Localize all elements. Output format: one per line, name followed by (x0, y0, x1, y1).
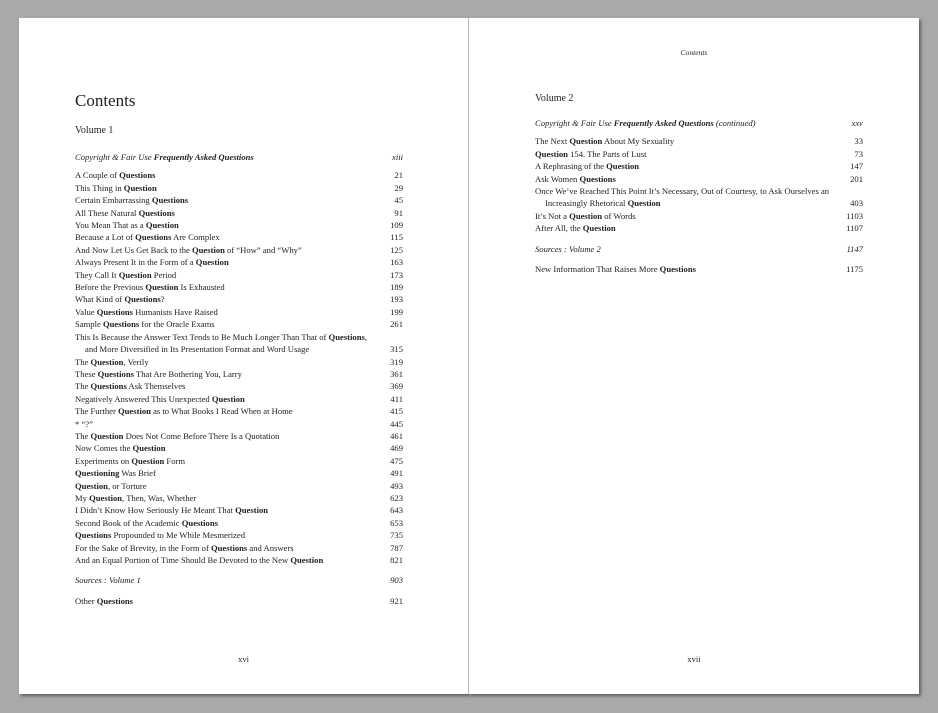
toc-page-number: 735 (390, 530, 403, 541)
toc-title-segment: Questioning (75, 468, 120, 479)
toc-title-segment: Question (582, 223, 616, 234)
toc-page-number: 445 (390, 418, 403, 429)
toc-page-number: 369 (390, 381, 403, 392)
toc-list (75, 151, 403, 607)
toc-title-segment: Question (90, 430, 124, 441)
toc-title-segment: And an Equal Portion of Time Should Be Devoted to the New (75, 555, 291, 565)
toc-title-segment: My (75, 492, 90, 503)
toc-page-number: 461 (390, 430, 403, 441)
toc-title-segment: About My Sexuality (602, 136, 675, 147)
toc-entry-title (75, 467, 390, 479)
toc-title-segment: Question (211, 393, 245, 404)
toc-title-segment: You Mean That as a (75, 220, 146, 231)
toc-entry (535, 185, 863, 210)
toc-title-segment: , Verily (123, 356, 149, 367)
right-page (469, 18, 919, 694)
toc-entry-title (535, 185, 850, 210)
toc-section-entry (75, 151, 403, 163)
toc-page-number: 921 (390, 595, 403, 606)
toc-entry-title (75, 318, 390, 330)
toc-title-segment: A Rephrasing of the (535, 161, 607, 172)
toc-entry-title (75, 269, 390, 281)
toc-title-segment: Questions (579, 173, 616, 184)
toc-title-segment: Questions (124, 294, 161, 305)
toc-entry (75, 595, 403, 607)
toc-entry (75, 554, 403, 566)
toc-page-number: 33 (854, 136, 863, 147)
toc-page-number: 163 (390, 257, 403, 268)
toc-entry (75, 492, 403, 504)
toc-title-segment: The Further (75, 406, 118, 417)
toc-entry (75, 244, 403, 256)
toc-entry-title (75, 219, 390, 231)
toc-page-number: 623 (390, 492, 403, 503)
toc-title-segment: Question (118, 269, 152, 280)
toc-entry (75, 455, 403, 467)
toc-title-segment: They Call It (75, 269, 119, 280)
toc-page-number: 493 (390, 480, 403, 491)
toc-title-segment: Frequently Asked Questions (153, 152, 254, 162)
toc-page-number: 261 (390, 319, 403, 330)
toc-entry-title (75, 331, 390, 356)
toc-title-segment: Once We’ve Reached This Point It’s Necessary, Out of Courtesy, to Ask Ourselves an Increasingly Rhetorical (535, 186, 830, 209)
toc-title-segment: as to What Books I Read When at Home (150, 406, 293, 417)
toc-page-number: xxv (851, 118, 863, 128)
toc-title-segment: and Answers (247, 542, 294, 553)
toc-title-segment: Question (117, 406, 151, 417)
toc-title-segment: Question (123, 182, 157, 193)
toc-page-number: 415 (390, 406, 403, 417)
toc-title-segment: 154. The Parts of Lust (567, 148, 647, 159)
toc-title-segment: Ask Themselves (126, 381, 186, 392)
toc-title-segment: Question (191, 244, 225, 255)
toc-title-segment: The (75, 381, 91, 392)
toc-page-number: 21 (394, 170, 403, 181)
toc-title-segment: Sources : Volume 2 (535, 243, 601, 254)
toc-entry (75, 306, 403, 318)
toc-title-segment: Now Comes the (75, 443, 133, 454)
toc-entry-title (75, 151, 392, 163)
page-number: xvi (238, 654, 249, 664)
toc-title-segment: Questions (135, 232, 172, 243)
toc-page-number: 315 (390, 344, 403, 355)
toc-entry (75, 380, 403, 392)
toc-title-segment: Question (627, 198, 661, 209)
toc-title-segment: Questions (328, 331, 365, 342)
toc-title-segment: The (75, 430, 91, 441)
toc-title-segment: Value (75, 306, 97, 317)
toc-entry (75, 231, 403, 243)
toc-title-segment: Ask Women (535, 173, 580, 184)
toc-title-segment: Questions (90, 381, 127, 392)
page-number: xvii (687, 654, 701, 664)
toc-title-segment: Negatively Answered This Unexpected (75, 393, 212, 404)
toc-page-number: 1147 (846, 243, 863, 254)
toc-page-number: 91 (394, 207, 403, 218)
toc-title-segment: Questions (97, 368, 134, 379)
toc-title-segment: Other (75, 595, 97, 606)
toc-entry-title (535, 173, 850, 185)
toc-entry (535, 160, 863, 172)
toc-title-segment: These (75, 368, 98, 379)
toc-title-segment: A Couple of (75, 170, 120, 181)
toc-page-number: 403 (850, 198, 863, 209)
toc-title-segment: Questions (96, 595, 134, 606)
toc-title-segment: for the Oracle Exams (139, 319, 215, 330)
toc-title-segment: Frequently Asked Questions (613, 118, 714, 128)
toc-page-number: 491 (390, 468, 403, 479)
toc-title-segment: Questions (138, 207, 175, 218)
toc-section-entry (75, 574, 403, 586)
toc-title-segment: Question (90, 356, 124, 367)
toc-entry-title (75, 293, 390, 305)
toc-section-entry (535, 117, 863, 129)
toc-entry (75, 368, 403, 380)
toc-entry-title (75, 504, 390, 516)
volume-heading: Volume 1 (75, 125, 114, 136)
toc-page-number: 653 (390, 517, 403, 528)
toc-entry-title (75, 430, 390, 442)
toc-entry-title (75, 356, 390, 368)
toc-title-segment: Sources : Volume 1 (75, 575, 141, 586)
toc-title-segment: Questions (75, 530, 112, 541)
toc-entry (75, 467, 403, 479)
toc-entry (75, 504, 403, 516)
toc-entry-title (535, 148, 854, 160)
toc-entry (75, 430, 403, 442)
toc-title-segment: Question (569, 136, 603, 147)
toc-title-segment: ? (160, 294, 165, 305)
toc-entry-title (535, 210, 846, 222)
toc-title-segment: Question (131, 455, 165, 466)
toc-title-segment: Is Exhausted (178, 282, 225, 293)
toc-title-segment: Was Brief (119, 468, 156, 479)
toc-page-number: 319 (390, 356, 403, 367)
toc-page-number: 1175 (846, 264, 863, 275)
toc-title-segment: , and More Diversified in Its Presentation Format and Word Usage (85, 331, 367, 355)
toc-entry (75, 542, 403, 554)
toc-entry-title (535, 263, 846, 275)
toc-title-segment: Questions (102, 319, 140, 330)
toc-title-segment: Are Complex (171, 232, 220, 243)
toc-page-number: 201 (850, 173, 863, 184)
toc-title-segment: The (75, 356, 91, 367)
toc-entry (75, 517, 403, 529)
toc-entry (535, 173, 863, 185)
toc-title-segment: Form (164, 455, 186, 466)
toc-entry-title (535, 135, 854, 147)
toc-entry (535, 148, 863, 160)
toc-title-segment: It’s Not a (535, 210, 570, 221)
volume-heading: Volume 2 (535, 93, 574, 104)
toc-page-number: 469 (390, 443, 403, 454)
toc-entry-title (75, 194, 394, 206)
toc-title-segment: (continued) (713, 118, 756, 128)
toc-entry (75, 356, 403, 368)
toc-entry-title (75, 442, 390, 454)
toc-entry-title (75, 306, 390, 318)
toc-title-segment: Question (569, 210, 603, 221)
toc-title-segment: Questions (151, 195, 189, 206)
toc-page-number: 643 (390, 505, 403, 516)
toc-entry (535, 222, 863, 234)
toc-title-segment: Questions (210, 542, 248, 553)
toc-entry (75, 219, 403, 231)
toc-entry-title (75, 595, 390, 607)
toc-title-segment: Question (145, 220, 179, 231)
toc-page-number: 193 (390, 294, 403, 305)
toc-page-number: 1107 (846, 223, 863, 234)
toc-title-segment: Propounded to Me While Mesmerized (111, 530, 246, 541)
toc-entry (75, 293, 403, 305)
toc-title-segment: All These Natural (75, 207, 139, 218)
toc-page-number: 475 (390, 455, 403, 466)
toc-page-number: 821 (390, 555, 403, 565)
toc-list (535, 117, 863, 275)
toc-title-segment: And Now Let Us Get Back to the (75, 244, 192, 255)
toc-title-segment: New Information That Raises More (535, 264, 660, 275)
toc-entry-title (75, 517, 390, 529)
toc-title-segment: Because a Lot of (75, 232, 136, 243)
toc-entry-title (75, 256, 390, 268)
toc-entry (75, 194, 403, 206)
toc-entry-title (535, 243, 846, 255)
toc-title-segment: What Kind of (75, 294, 125, 305)
toc-page-number: 787 (390, 542, 403, 553)
toc-entry-title (75, 368, 390, 380)
toc-entry (75, 405, 403, 417)
toc-title-segment: That Are Bothering You, Larry (133, 368, 242, 379)
toc-entry (535, 135, 863, 147)
toc-entry (75, 281, 403, 293)
toc-page-number: 73 (854, 148, 863, 159)
toc-page-number: 173 (390, 269, 403, 280)
toc-title-segment: This Thing in (75, 182, 124, 193)
toc-title-segment: Second Book of the Academic (75, 517, 182, 528)
toc-entry (75, 269, 403, 281)
toc-entry-title (75, 554, 390, 566)
toc-title-segment: Period (151, 269, 177, 280)
toc-entry-title (75, 207, 394, 219)
toc-entry-title (75, 480, 390, 492)
toc-title-segment: After All, the (535, 223, 583, 234)
toc-entry-title (75, 281, 390, 293)
toc-title-segment: Certain Embarrassing (75, 195, 152, 206)
toc-title-segment: of Words (602, 210, 636, 221)
toc-page-number: 115 (390, 232, 403, 243)
toc-title-segment: , Then, Was, Whether (122, 492, 197, 503)
toc-entry-title (75, 169, 394, 181)
toc-page-number: 411 (390, 393, 403, 404)
toc-page-number: xiii (392, 152, 403, 162)
toc-entry-title (75, 393, 390, 405)
toc-title-segment: Does Not Come Before There Is a Quotation (123, 430, 280, 441)
toc-entry-title (75, 405, 390, 417)
toc-page-number: 45 (394, 195, 403, 206)
toc-title-segment: Questions (119, 170, 156, 181)
toc-title-segment: The Next (535, 136, 570, 147)
toc-title-segment: I Didn’t Know How Seriously He Meant That (75, 505, 236, 516)
toc-entry-title (75, 244, 390, 256)
toc-title-segment: Copyright & Fair Use (75, 152, 154, 162)
toc-entry-title (75, 574, 390, 586)
toc-title-segment: Question (235, 505, 269, 516)
toc-title-segment: Before the Previous (75, 282, 146, 293)
toc-title-segment: Question (535, 148, 568, 159)
toc-entry-title (75, 182, 394, 194)
toc-entry-title (75, 492, 390, 504)
toc-entry-title (535, 160, 850, 172)
toc-entry-title (75, 231, 390, 243)
toc-title-segment: Sample (75, 319, 103, 330)
toc-title-segment: Always Present It in the Form of a (75, 257, 196, 268)
toc-page-number: 125 (390, 244, 403, 255)
toc-entry-title (75, 542, 390, 554)
toc-page-number: 903 (390, 575, 403, 586)
toc-title-segment: Experiments on (75, 455, 132, 466)
toc-entry (75, 256, 403, 268)
left-page (19, 18, 468, 694)
page-title: Contents (75, 91, 136, 110)
toc-page-number: 109 (390, 220, 403, 231)
toc-page-number: 199 (390, 306, 403, 317)
toc-entry (75, 169, 403, 181)
toc-entry-title (75, 455, 390, 467)
toc-title-segment: of “How” and “Why” (224, 244, 302, 255)
toc-title-segment: Questions (96, 306, 134, 317)
toc-title-segment: This Is Because the Answer Text Tends to Be Much Longer Than That of (75, 331, 329, 342)
toc-entry-title (75, 418, 390, 430)
toc-section-entry (535, 243, 863, 255)
toc-entry-title (535, 117, 852, 129)
toc-title-segment: Questions (181, 517, 218, 528)
toc-entry (75, 442, 403, 454)
toc-title-segment: Copyright & Fair Use (535, 118, 614, 128)
toc-title-segment: * “?” (75, 418, 93, 429)
toc-entry (75, 393, 403, 405)
toc-page-number: 147 (850, 161, 863, 172)
toc-entry-title (535, 222, 846, 234)
toc-entry (535, 263, 863, 275)
toc-entry-title (75, 380, 390, 392)
toc-title-segment: Question (145, 282, 179, 293)
toc-title-segment: , or Torture (107, 480, 147, 491)
toc-title-segment: Humanists Have Raised (133, 306, 218, 317)
toc-entry (75, 529, 403, 541)
toc-title-segment: Question (195, 257, 229, 268)
toc-entry (75, 207, 403, 219)
toc-entry-title (75, 529, 390, 541)
toc-page-number: 1103 (846, 210, 863, 221)
toc-title-segment: Questions (659, 264, 696, 275)
toc-page-number: 361 (390, 368, 403, 379)
toc-title-segment: Question (290, 555, 324, 565)
toc-title-segment: Question (606, 161, 640, 172)
toc-page-number: 189 (390, 282, 403, 293)
toc-title-segment: Question (89, 492, 123, 503)
toc-entry (75, 318, 403, 330)
running-head: Contents (680, 48, 708, 57)
toc-title-segment: For the Sake of Brevity, in the Form of (75, 542, 211, 553)
toc-page-number: 29 (394, 182, 403, 193)
toc-entry (535, 210, 863, 222)
toc-entry (75, 182, 403, 194)
toc-entry (75, 480, 403, 492)
toc-title-segment: Question (132, 443, 166, 454)
toc-entry (75, 331, 403, 356)
toc-entry (75, 418, 403, 430)
toc-title-segment: Question (75, 480, 108, 491)
